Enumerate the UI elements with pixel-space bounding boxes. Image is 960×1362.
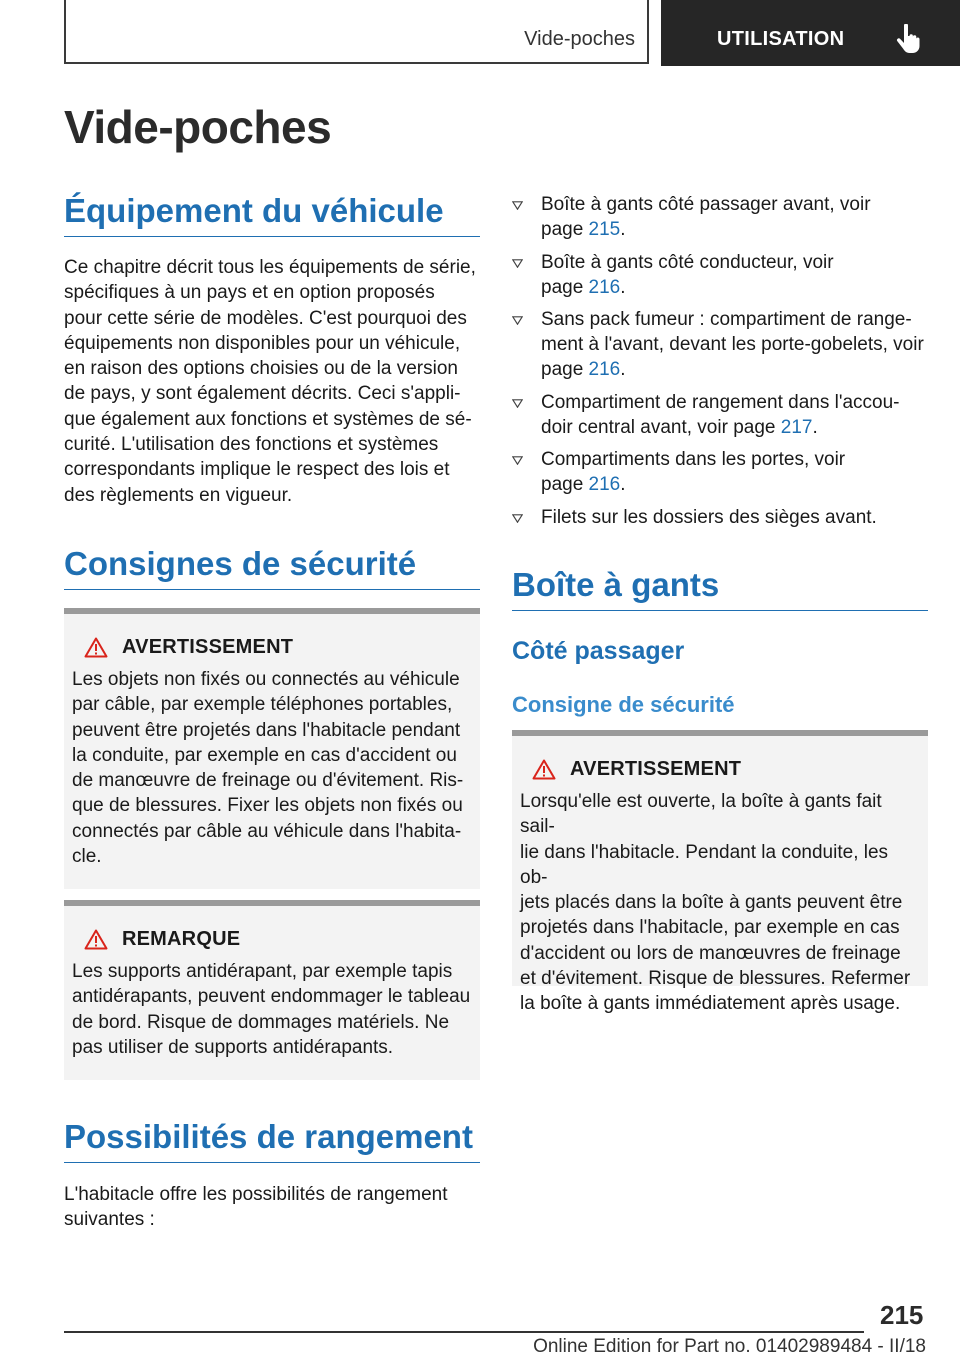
triangle-bullet-icon <box>512 316 523 325</box>
warning-triangle-icon <box>84 637 108 658</box>
page-title: Vide-poches <box>64 101 332 153</box>
subheading-safety-note: Consigne de sécurité <box>512 692 735 717</box>
triangle-bullet-icon <box>512 514 523 523</box>
warning-triangle-icon <box>532 759 556 780</box>
notice-title: REMARQUE <box>122 928 241 950</box>
header-section-label: Vide-poches <box>524 28 635 50</box>
storage-paragraph: L'habitacle offre les possibilités de rangement suivantes : <box>64 1184 448 1231</box>
storage-list <box>512 192 928 537</box>
header-chapter-label: UTILISATION <box>717 28 845 50</box>
list-item: Filets sur les dossiers des sièges avant. <box>512 505 928 530</box>
heading-safety: Consignes de sécurité <box>64 545 480 590</box>
triangle-bullet-icon <box>512 259 523 268</box>
footer-edition: Online Edition for Part no. 01402989484 - II/18 <box>533 1336 926 1357</box>
warning-text: Les objets non fixés ou connectés au véhicule par câble, par exemple téléphones portables, peuvent être projetés dans l'habitacle pendant la conduite, par exemple en cas d'accident ou de manœuvre de freinage ou d'évitement. Ris- que de blessures. Fixer les objets non fixés ou connectés par câble au véhicule dans l'habita- cle. <box>72 669 464 868</box>
heading-equipment: Équipement du véhicule <box>64 192 480 237</box>
pointing-hand-icon <box>896 24 920 54</box>
heading-glovebox: Boîte à gants <box>512 566 928 611</box>
triangle-bullet-icon <box>512 456 523 465</box>
warning-triangle-icon <box>84 929 108 950</box>
list-item: Compartiments dans les portes, voir page 216. <box>512 447 928 497</box>
glovebox-warning-box <box>512 730 928 1015</box>
subheading-passenger-side: Côté passager <box>512 637 685 665</box>
list-item: Boîte à gants côté conducteur, voir page 216. <box>512 250 928 300</box>
page-number: 215 <box>880 1300 924 1330</box>
list-item: Compartiment de rangement dans l'accou- doir central avant, voir page 217. <box>512 390 928 440</box>
notice-text: Les supports antidérapant, par exemple tapis antidérapants, peuvent endommager le tableau de bord. Risque de dommages matériels. Ne pas utiliser de supports antidérapants. <box>72 961 471 1058</box>
page-link[interactable]: 215 <box>588 219 621 240</box>
page-link[interactable]: 216 <box>588 474 621 495</box>
notice-box <box>64 900 480 1080</box>
glovebox-warning-text: Lorsqu'elle est ouverte, la boîte à gants fait sail- lie dans l'habitacle. Pendant la conduite, les ob- jets placés dans la boîte à gants peuvent être projetés dans l'habitacle, par exemple en cas d'accident ou lors de manœuvres de freinage et d'évitement. Risque de blessures. Refermer la boîte à gants immédiatement après usage. <box>520 791 911 1015</box>
footer-divider <box>64 1331 864 1333</box>
warning-box <box>64 608 480 889</box>
list-item: Boîte à gants côté passager avant, voir page 215. <box>512 192 928 242</box>
glovebox-warning-title: AVERTISSEMENT <box>570 758 742 780</box>
header-chapter-tab[interactable] <box>661 0 960 66</box>
page-link[interactable]: 217 <box>780 416 813 438</box>
triangle-bullet-icon <box>512 201 523 210</box>
page-link[interactable]: 216 <box>588 276 621 298</box>
equipment-paragraph: Ce chapitre décrit tous les équipements de série, spécifiques à un pays et en option proposés pour cette série de modèles. C'est pourquoi des équipements non disponibles pour un véhicule, en raison des options choisies ou de la version de pays, y sont également décrits. Ceci s'appli- que également aux fonctions et systèmes de sé- curité. L'utilisation des fonctions et systèmes correspondants implique le respect des lois et des règlements en vigueur. <box>64 257 476 506</box>
heading-storage: Possibilités de rangement <box>64 1118 480 1163</box>
triangle-bullet-icon <box>512 399 523 408</box>
page-link[interactable]: 216 <box>588 359 621 380</box>
list-item: Sans pack fumeur : compartiment de range- ment à l'avant, devant les porte-gobelets, voir page 216. <box>512 307 928 382</box>
header-section-tab <box>64 0 649 64</box>
warning-title: AVERTISSEMENT <box>122 636 294 658</box>
